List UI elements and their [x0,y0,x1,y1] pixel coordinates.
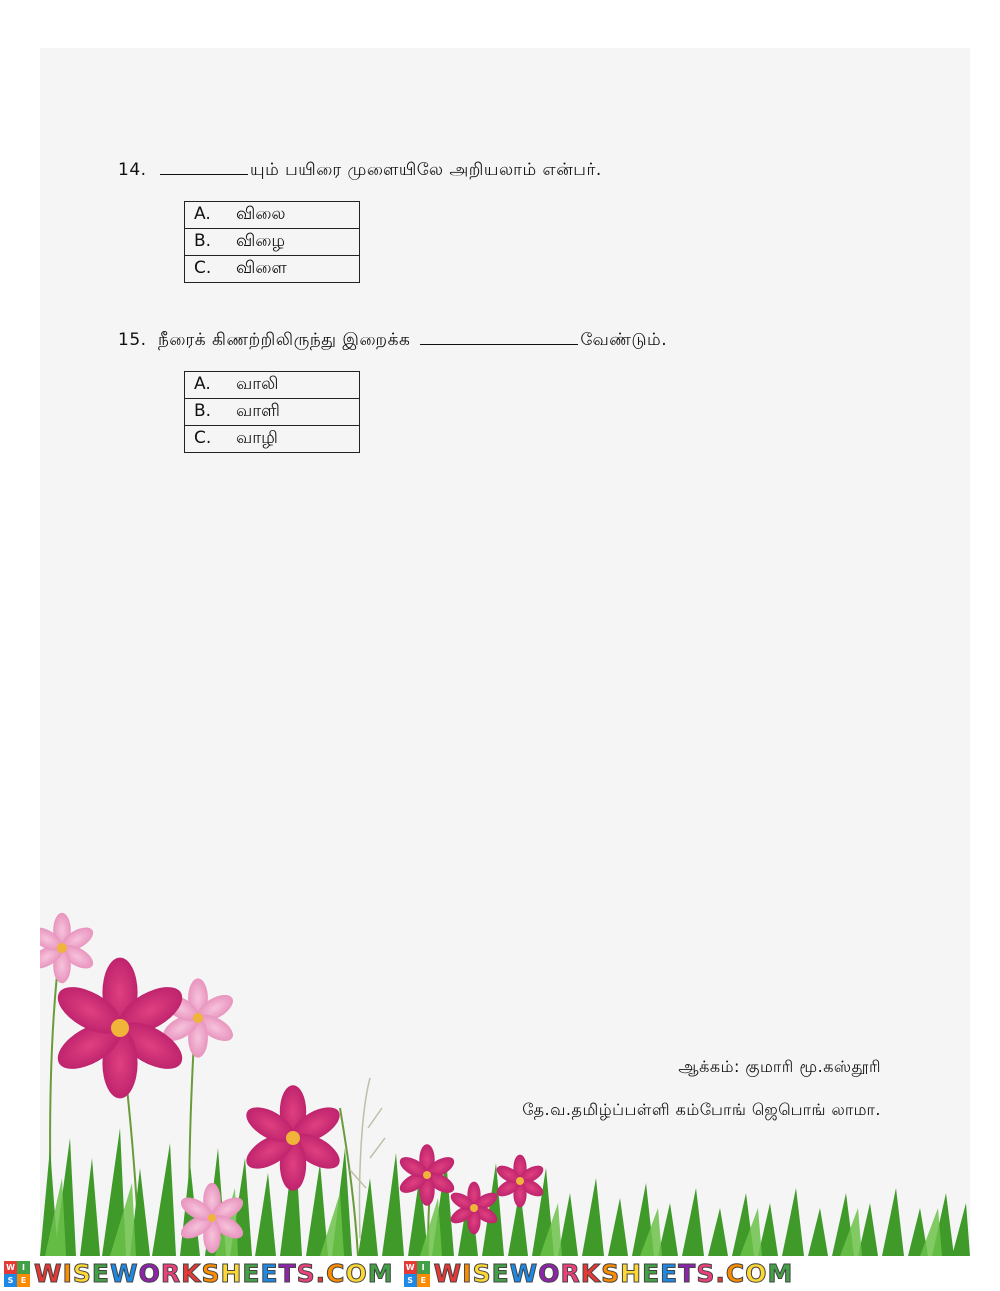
option-text: வாலி [236,374,279,394]
option-text: விளை [236,258,287,278]
option-row[interactable] [185,202,360,229]
option-letter: A. [194,204,211,224]
school-credit: தே.வ.தமிழ்ப்பள்ளி கம்போங் ஜெபொங் லாமா. [522,1100,881,1119]
answer-blank [420,330,578,345]
option-row[interactable] [185,372,360,399]
option-row[interactable] [185,399,360,426]
option-text: விழை [236,231,286,251]
brand-text: WISEWORKSHEETS.COM [34,1259,394,1288]
option-letter: A. [194,374,211,394]
option-letter: B. [194,401,212,421]
question-number: 14. [118,160,147,180]
brand-watermark [404,1259,794,1288]
answer-blank [160,160,248,175]
question-text-after: யும் பயிரை முளையிலே அறியலாம் என்பர். [250,160,602,180]
option-row[interactable] [185,256,360,283]
option-letter: C. [194,258,212,278]
option-text: விலை [236,204,286,224]
worksheet-page [40,48,970,1256]
options-table-15 [184,371,360,453]
author-credit: ஆக்கம்: குமாரி மூ.கஸ்தூரி [678,1057,881,1076]
question-14 [118,160,602,182]
question-15 [118,330,667,352]
option-row[interactable] [185,426,360,453]
flower-meadow-illustration [40,908,970,1256]
brand-text: WISEWORKSHEETS.COM [433,1259,794,1288]
option-text: வாளி [236,401,280,421]
wiseworksheets-logo-icon: W I S E [404,1261,430,1287]
wiseworksheets-logo-icon: W I S E [4,1261,30,1287]
watermark-footer [0,1256,1000,1291]
options-table-14 [184,201,360,283]
question-text-after: வேண்டும். [580,330,668,350]
option-row[interactable] [185,229,360,256]
brand-watermark [4,1259,394,1288]
question-text-before: நீரைக் கிணற்றிலிருந்து இறைக்க [158,330,411,350]
option-letter: B. [194,231,212,251]
question-number: 15. [118,330,147,350]
option-letter: C. [194,428,212,448]
option-text: வாழி [236,428,278,448]
